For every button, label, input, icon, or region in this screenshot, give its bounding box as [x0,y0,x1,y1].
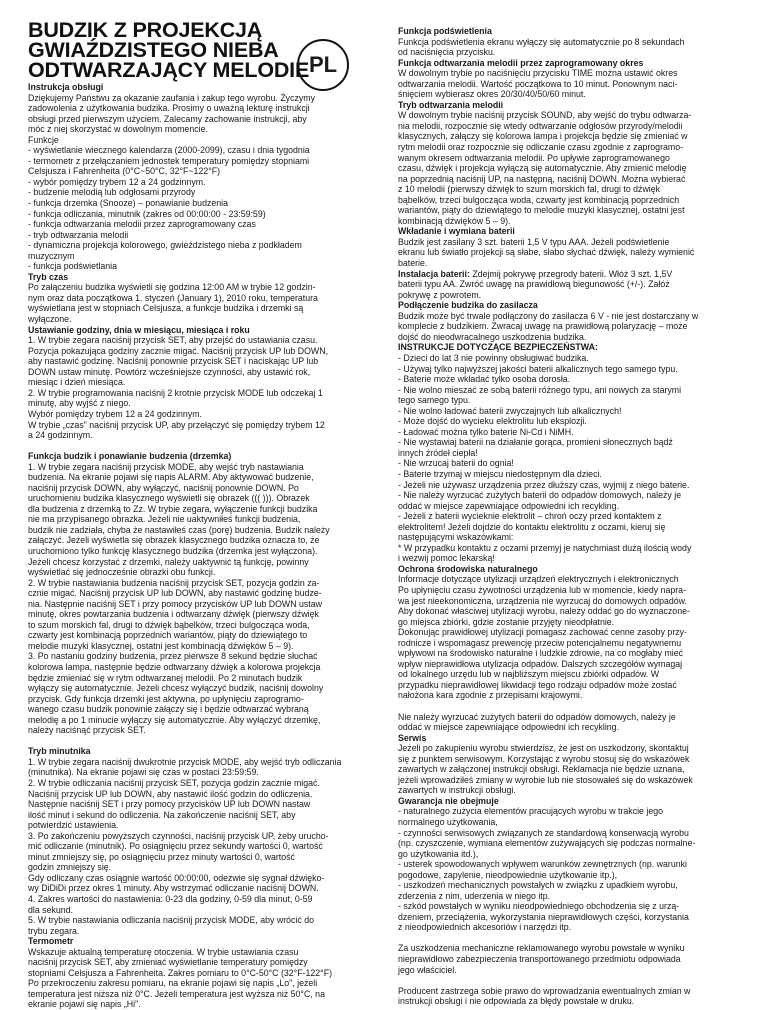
text-line: - Dzieci do lat 3 nie powinny obsługiwać budzika. [398,352,589,363]
section-heading: Tryb odtwarzania melodii [398,99,504,110]
text-line: czwarty jest kombinacją poprzednich wariantów, piąty do dziewiątego to [28,630,308,641]
text-line: a 24 godzinnym. [28,430,93,441]
text-line: móc z niej skorzystać w dowolnym momencie. [28,124,208,135]
text-line: z nieodpowiednich akcesoriów i narzędzi itp. [398,922,572,933]
text-line: czasu, dźwięk i projekcja wyłączą się automatycznie. Aby zmienić melodię [398,163,687,174]
text-line: nia melodii, rozpocznie się wtedy odtwarzanie odgłosów przyrody/melodii [398,120,683,131]
section-heading: Funkcja odtwarzania melodii przez zaprogramowany okres [398,57,644,68]
text-line: W trybie „czas" naciśnij przycisk UP, aby przełączyć się pomiędzy trybem 12 [28,419,325,430]
text-line: muzycznym [28,250,75,261]
text-line: 2. W trybie odliczania naciśnij przycisk SET, pozycja godzin zacznie migać. [28,778,320,788]
text-line: następującymi wskazówkami: [398,532,514,543]
section-heading: Ustawianie godziny, dnia w miesiącu, miesiąca i roku [28,324,250,335]
text-line: Informacje dotyczące utylizacji urządzeń elektrycznych i elektronicznych [398,574,679,585]
text-line: Dziękujemy Państwu za okazanie zaufania i zakup tego wyrobu. Życzymy [28,92,316,103]
text-line: wyłączone. [28,314,72,325]
section-heading: INSTRUKCJE DOTYCZĄCE BEZPIECZEŃSTWA: [398,342,598,353]
text-line: - wyświetlanie wiecznego kalendarza (2000-2099), czasu i dnia tygodnia [28,145,310,156]
text-line: - wybór pomiędzy trybem 12 a 24 godzinnym. [28,176,206,187]
text-line: Nie należy wyrzucać zużytych baterii do odpadów domowych, należy je [398,711,676,722]
text-line: - Nie wystawiaj baterii na działanie gorąca, promieni słonecznych bądź [398,437,673,448]
text-line: komplecie z budzikiem. Zwracaj uwagę na prawidłową polaryzację – może [398,321,688,332]
text-line: budzenia. Na ekranie pojawi się napis ALARM. Aby aktywować budzenie, [28,472,314,483]
text-line: aby nastawić godzinę. Naciśnij ponownie przycisk SET i naciskając UP lub [28,356,319,367]
text-line: budzik nie zadziała, chyba że nastawiłeś czas (porę) budzenia. Budzik należy [28,524,330,535]
text-line: zawartych w załączonej instrukcji obsługi. Reklamacja nie będzie uznana, [398,764,685,775]
spacer [28,441,373,452]
text-line: jeżeli wprowadziłeś zmiany w wyrobie lub nie stosowałeś się do wskazówek [398,774,693,785]
text-line: dzeniem, przeciążenia, wykorzystania nieprawidłowych części, korzystania [398,911,689,922]
title-line-3: ODTWARZAJĄCY MELODIE [28,58,310,82]
text-line: ekranie pojawi się napis „Hi". [28,999,141,1010]
text-line: 2. W trybie nastawiania budzenia naciśnij przycisk SET, pozycja godzin za- [28,577,320,588]
text-line: miesiąc i dzień miesiąca. [28,377,126,388]
text-line: cznie migać. Naciśnij przycisk UP lub DOWN, aby nastawić godzinę budze- [28,588,322,599]
text-line: - Może dojść do wycieku elektrolitu lub eksplozji. [398,416,587,427]
text-line: - uszkodzeń mechanicznych powstałych w związku z upadkiem wyrobu, [398,880,678,891]
section-heading: Tryb minutnika [28,746,91,757]
text-line: klasycznych, załączy się kolorowa lampa i projekcja będzie się zmieniać w [398,131,688,142]
text-line: Funkcja podświetlenia ekranu wyłączy się automatycznie po 8 sekundach [398,36,685,47]
text-line: uruchomieniu budzika klasycznego wyświetli się obrazek ((( ))). Obrazek [28,493,310,504]
text-line: rodnicze i wspomagasz prewencję przeciw potencjalnemu negatywnemu [398,637,682,648]
text-line: wpływ nieprawidłowa utylizacja odpadów. Dalszych szczegółów wymagaj [398,658,683,669]
text-line: Dokonując prawidłowej utylizacji pomagasz zachować cenne zasoby przy- [398,627,687,638]
section-heading: Podłączenie budzika do zasilacza [398,300,538,311]
text-line: wy DiDiDi przez okres 1 minuty. Aby wstrzymać odliczanie naciśnij DOWN. [28,883,319,894]
section-heading: Wkładanie i wymiana baterii [398,226,515,237]
text-line: przypadku nieprawidłowej likwidacji tego rodzaju odpadów może zostać [398,679,677,690]
text-line: - Jeżeli nie używasz urządzenia przez dłuższy czas, wyjmij z niego baterie. [398,479,690,490]
text-line: wanym okresem odtwarzania melodii. Po upływie zaprogramowanego [398,152,670,163]
text-line: minut zmniejszy się, po osiągnięciu przez minuty wartości 0, wartość [28,851,295,862]
text-line: - Nie wolno mieszać ze sobą baterii różnego typu, ani nowych za starymi [398,384,682,395]
text-line: minutę, okres powtarzania budzenia i odtwarzany dźwięk (pierwszy dźwięk [28,609,319,620]
spacer [398,701,741,712]
text-line: Naciśnij przycisk UP lub DOWN, aby nastawić ilość godzin do odliczenia. [28,788,313,799]
section-heading: Funkcja podświetlenia [398,26,492,36]
spacer [28,736,373,747]
title-line-1: BUDZIK Z PROJEKCJĄ [28,18,263,42]
text-line: nym oraz data początkowa 1. styczeń (January 1), 2010 roku, temperatura [28,292,318,303]
text-line: - Używaj tylko najwyższej jakości baterii alkalicznych tego samego typu. [398,363,678,374]
inline-heading: Instalacja baterii: [398,268,470,279]
text-line: Celsjusza i Fahrenheita (0°C~50°C, 32°F~122°F) [28,166,221,177]
text-line: 5. W trybie nastawiania odliczania naciśnij przycisk MODE, aby wrócić do [28,915,315,926]
text-line: wariantów, piąty do dziewiątego to melodie muzyki klasycznej, ostatni jest [398,205,685,216]
text-line: - funkcja odtwarzania melodii przez zaprogramowany czas [28,219,256,230]
text-line: wyłączy się automatycznie. Jeżeli chcesz wyłączyć budzik, naciśnij dowolny [28,683,324,694]
text-line: rytm melodii oraz rozpocznie się odliczanie czasu zgodnie z zaprogramo- [398,142,684,153]
text-line: Aby dokonać właściwej utylizacji wyrobu, należy oddać go do wyznaczone- [398,606,690,617]
text-line: Budzik może być trwale podłączony do zasilacza 6 V - nie jest dostarczany w [398,310,699,321]
text-line: - dynamiczna projekcja kolorowego, gwieździstego nieba z podkładem [28,240,302,251]
text-line: to szum morskich fal, drugi to dźwięk bąbelków, trzeci bulgocząca woda, [28,619,310,630]
section-heading: Ochrona środowiska naturalnego [398,563,538,574]
text-line: melodie muzyki klasycznej, ostatni jest kombinacją dźwięków 5 – 9). [28,640,294,651]
text-line: Po przekroczeniu zakresu pomiaru, na ekranie pojawi się napis „Lo", jeżeli [28,978,318,989]
text-line: dojść do nieodwracalnego uszkodzenia budzika. [398,331,587,342]
spacer [398,933,741,944]
text-line: minutę, aby wyjść z niego. [28,398,131,409]
text-line: - Ładować można tylko baterie Ni-Cd i NiMH. [398,426,574,437]
text-line: obsługi przed pierwszym użyciem. Zalecamy zachowanie instrukcji, aby [28,113,307,124]
section-heading: Instrukcja obsługi [28,82,104,92]
text-line: odtwarzania melodii. Wartość początkowa to 10 minut. Ponownym naci- [398,78,678,89]
text-line: kolorowa lampa, następnie będzie odtwarzany dźwięk a kolorowa projekcja [28,662,321,673]
text-line: zadowolenia z użytkowania budzika. Prosimy o uważną lekturę instrukcji [28,103,310,114]
text-line: oddać w miejsce zapewniające odpowiedni ich recykling. [398,722,620,733]
text-line: 3. Po nastaniu godziny budzenia, przez pierwsze 8 sekund będzie słuchać [28,651,318,662]
text-line: 4. Zakres wartości do nastawienia: 0-23 dla godziny, 0-59 dla minut, 0-59 [28,894,313,905]
text-line: nie ma przypisanego obrazka. Jeżeli nie uaktywniłeś funkcji budzenia, [28,514,301,525]
text-line: na poprzednią naciśnij UP, na następną, naciśnij DOWN. Można wybierać [398,173,686,184]
title-line-2: GWIAŹDZISTEGO NIEBA [28,38,279,62]
text-line: - szkód powstałych w wyniku nieodpowiedniego obchodzenia się z urzą- [398,901,680,912]
text-line: pokrywę z powrotem. [398,289,482,300]
text-line: Funkcje [28,134,59,145]
section-heading: Gwarancja nie obejmuje [398,795,499,806]
section-heading: Tryb czas [28,271,69,282]
text-line: będzie zmieniać się w rytm odtwarzanej melodii. Po 2 minutach budzik [28,672,303,683]
text-line: naciśnij przycisk SET, aby zmieniać wyświetlanie temperatury pomiędzy [28,957,308,968]
text-line: 3. Po zakończeniu powyższych czynności, naciśnij przycisk UP, żeby urucho- [28,830,329,841]
text-line: się z punktem serwisowym. Korzystając z wyrobu stosuj się do wskazówek [398,753,690,764]
text-line: ilość minut i sekund do odliczenia. Na zakończenie naciśnij SET, aby [28,809,296,820]
section-heading: Termometr [28,936,74,947]
text-line: nia. Następnie naciśnij SET i przy pomocy przycisków UP lub DOWN ustaw [28,598,322,609]
text-line: Producent zastrzega sobie prawo do wprowadzania ewentualnych zmian w [398,985,691,996]
text-line: potwierdzić ustawienia. [28,820,119,831]
text-line: z 10 melodii (pierwszy dźwięk to szum morskich fal, drugi to dźwięk [398,184,661,195]
text-line: oddać w miejsce zapewniające odpowiedni ich recykling. [398,500,620,511]
text-line: trybu zegara. [28,925,80,936]
text-line: baterie. [398,258,428,269]
text-line: - tryb odtwarzania melodii [28,229,129,240]
inline-text: Zdejmij pokrywę przegrody baterii. Włóż 3 szt. 1,5V [469,268,673,279]
text-line: godzin zmniejszy się. [28,862,112,873]
text-line: od lokalnego urzędu lub w najbliższym miejscu zbiórki odpadów. W [398,669,660,680]
text-line: Następnie naciśnij SET i przy pomocy przycisków UP lub DOWN nastaw [28,799,311,810]
text-line: - Baterie może wkładać tylko osoba dorosła. [398,374,571,385]
text-line: dla sekund. [28,904,73,915]
text-line: od naciśnięcia przycisku. [398,47,496,58]
text-line: instrukcji obsługi i nie odpowiada za błędy powstałe w druku. [398,996,635,1007]
text-line: jego właściciel. [398,964,457,975]
text-line: przycisk. Gdy funkcja drzemki jest aktywna, po upłynięciu zaprogramo- [28,693,304,704]
text-line: 1. W trybie zegara naciśnij dwukrotnie przycisk MODE, aby wejść tryb odliczania [28,756,342,767]
text-line: temperatura jest niższa niż 0°C. Jeżeli temperatura jest wyższa niż 50°C, na [28,988,325,999]
text-line: Po upłynięciu czasu żywotności urządzenia lub w momencie, kiedy napra- [398,584,686,595]
right-column [398,10,741,1007]
text-line: Za uszkodzenia mechaniczne reklamowanego wyrobu powstałe w wyniku [398,943,685,954]
text-line: - Jeżeli z baterii wycieknie elektrolit – chroń oczy przed kontaktem z [398,511,662,522]
text-line: wyświetlana jest w stopniach Celsjusza, a funkcje budzika i drzemki są [28,303,304,314]
text-line: bąbelków, trzeci bulgocząca woda, czwarty jest kombinacją poprzednich [398,194,680,205]
text-line: (minutnika). Na ekranie pojawi się czas w postaci 23:59:59. [28,767,259,778]
text-line: uruchomiono tylko funkcję klasycznego budzika (drzemka jest wyłączona). [28,546,318,557]
text-line: i wezwij pomoc lekarską! [398,553,495,564]
text-line: Jeżeli chcesz korzystać z drzemki, należy uaktywnić tą funkcję, powinny [28,556,309,567]
text-line: - funkcja odliczania, minutnik (zakres od 00:00:00 - 23:59:59) [28,208,266,219]
text-line: - budzenie melodią lub odgłosami przyrody [28,187,196,198]
text-line: normalnego użytkowania, [398,816,498,827]
text-line: 1. W trybie zegara naciśnij przycisk SET, aby przejść do ustawiania czasu. [28,335,318,346]
text-line: baterii typu AA. Zwróć uwagę na prawidłową biegunowość (+/-). Załóż [398,279,670,290]
text-line: - funkcja drzemka (Snooze) – ponawianie budzenia [28,198,229,209]
text-line: DOWN ustaw minutę. Powtórz wcześniejsze czynności, aby ustawić rok, [28,366,311,377]
text-line: (np. czyszczenie, wymiana elementów zużywających się podczas normalne- [398,838,696,849]
text-line: wa jest nieekonomiczna, urządzenia nie wyrzucaj do domowych odpadów. [398,595,687,606]
text-line: wyświetlać się jednocześnie obrazki obu funkcji. [28,567,216,578]
text-line: wpływowi na środowisko naturalne i ludzkie zdrowie, na co mogłaby mieć [398,648,684,659]
text-line: - Nie wrzucaj baterii do ognia! [398,458,514,469]
text-line: Gdy odliczany czas osiągnie wartość 00:00:00, odezwie się sygnał dźwięko- [28,872,325,883]
text-line: 1. W trybie zegara naciśnij przycisk MODE, aby wejść tryb nastawiania [28,461,304,472]
text-line: - Baterie trzymaj w miejscu niedostępnym dla dzieci. [398,468,602,479]
text-line: Po załączeniu budzika wyświetli się godzina 12:00 AM w trybie 12 godzin- [28,282,316,293]
text-line: W dowolnym trybie po naciśnięciu przycisku TIME można ustawić okres [398,68,678,79]
text-line: W dowolnym trybie naciśnij przycisk SOUND, aby wejść do trybu odtwarza- [398,110,692,121]
left-column [28,0,373,1010]
text-line: stopniami Celsjusza a Fahrenheita. Zakres pomiaru to 0°C-50°C (32°F-122°F) [28,967,333,978]
text-line: - funkcja podświetlania [28,261,117,272]
text-line: Jeżeli po zakupieniu wyrobu stwierdzisz, że jest on uszkodzony, skontaktuj [398,743,689,754]
text-line: - naturalnego zużycia elementów pracujących wyrobu w trakcie jego [398,806,664,817]
text-line: pogodowe, zapylenie, nieodpowiednie użytkowanie itp.), [398,869,618,880]
text-line: go miejsca zbiórki, gdzie zostanie przyjęty nieodpłatnie. [398,616,615,627]
text-line: nałożona kara zgodnie z przepisami krajowymi. [398,690,583,701]
text-line: elektrolitem! Jeżeli dojdzie do kontaktu elektrolitu z oczami, kieruj się [398,521,666,532]
section-heading: Funkcja budzik i ponawianie budzenia (drzemka) [28,451,232,462]
text-line: go użytkowania itd.), [398,848,479,859]
text-line: - Nie wolno ładować baterii zwyczajnych lub alkalicznych! [398,405,622,416]
text-line: 2. W trybie programowania naciśnij 2 krotnie przycisk MODE lub odczekaj 1 [28,387,323,398]
text-line: - usterek spowodowanych wpływem warunków zewnętrznych (np. warunki [398,859,687,870]
text-line: - termometr z przełączaniem jednostek temperatury pomiędzy stopniami [28,155,310,166]
text-line: kombinacją dźwięków 5 – 9). [398,215,511,226]
text-line: załączyć. Jeżeli wyświetla się obrazek klasycznego budzika oznacza to, że [28,535,320,546]
text-line [398,269,741,280]
text-line: wanego czasu budzik ponownie załączy się i będzie odtwarzać wybraną [28,704,309,715]
text-line: zderzenia z nim, uderzenia w niego itp. [398,890,551,901]
text-line: ekranu lub światło projekcji są słabe, słabo słychać dźwięk, należy wymienić [398,247,695,258]
text-line: * W przypadku kontaktu z oczami przemyj je natychmiast dużą ilością wody [398,542,692,553]
text-line: nieprawidłowo zabezpieczenia transportowanego przedmiotu odpowiada [398,954,681,965]
text-line: dla budzenia z drzemką to Zz. W trybie zegara, wyłączenie funkcji budzika [28,503,318,514]
text-line: Wybór pomiędzy trybem 12 a 24 godzinnym. [28,408,202,419]
language-badge: PL [297,39,349,91]
text-line: - czynności serwisowych związanych ze standardową konserwacją wyrobu [398,827,689,838]
text-line: tego samego typu. [398,395,471,406]
text-line: Wskazuje aktualną temperaturę otoczenia. W trybie ustawiania czasu [28,946,299,957]
text-line: Pozycja pokazująca godziny zacznie migać. Naciśnij przycisk UP lub DOWN, [28,345,329,356]
text-line: melodię a po 1 minucie wyłączy się automatycznie. Aby wyłączyć drzemkę, [28,714,321,725]
text-line: należy naciśnąć przycisk SET. [28,725,146,736]
spacer [398,975,741,986]
text-line: Budzik jest zasilany 3 szt. baterii 1,5 V typu AAA. Jeżeli podświetlenie [398,236,670,247]
section-heading: Serwis [398,732,427,743]
text-line: - Nie należy wyrzucać zużytych baterii do odpadów domowych, należy je [398,490,682,501]
text-line: zawartych w instrukcji obsługi. [398,785,516,796]
text-line: mić odliczanie (minutnik). Po osiągnięciu przez sekundy wartości 0, wartość [28,841,323,852]
text-line: śnięciem wybierasz okres 20/30/40/50/60 minut. [398,89,586,100]
text-line: innych źródeł ciepła! [398,447,478,458]
text-line: naciśnij przycisk DOWN, aby wyłączyć, naciśnij ponownie DOWN. Po [28,482,299,493]
